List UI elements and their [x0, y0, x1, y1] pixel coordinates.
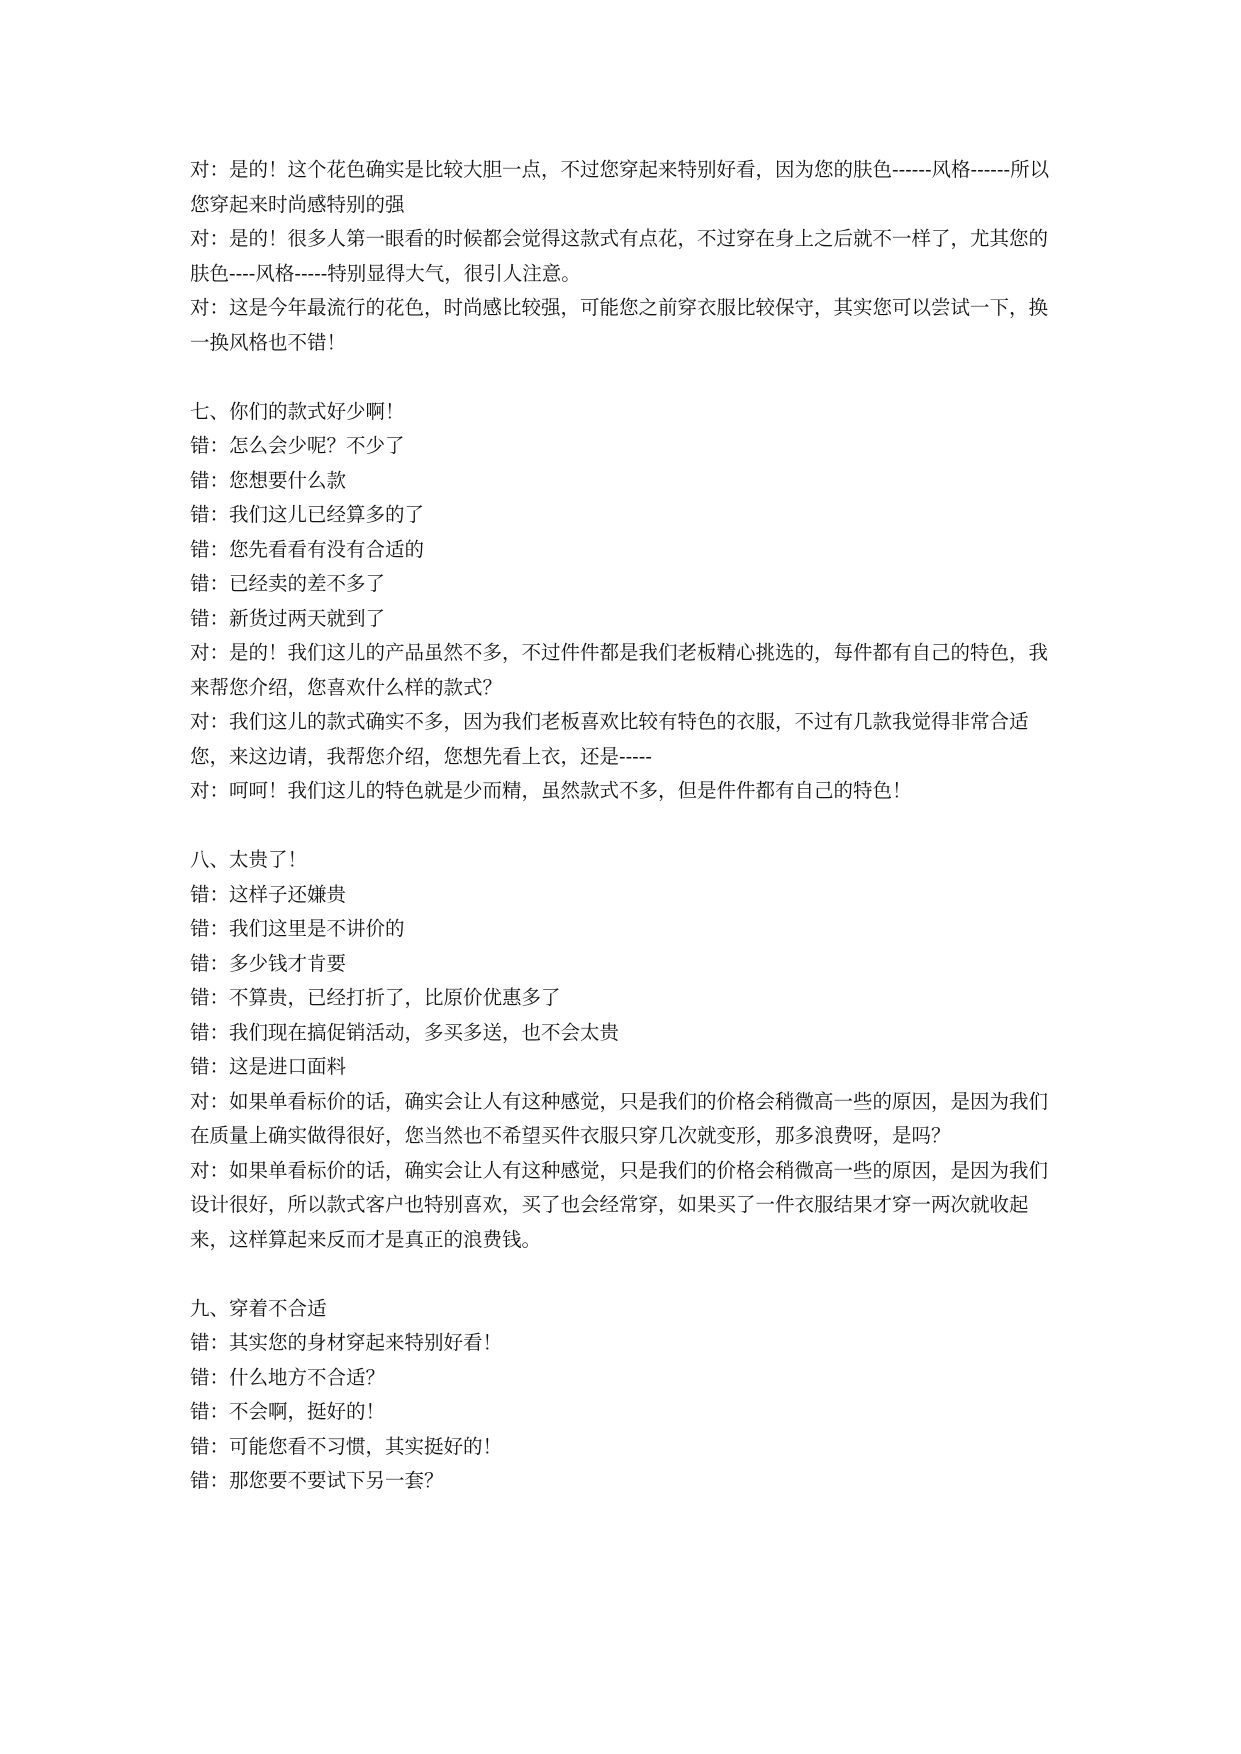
- paragraph: 错：可能您看不习惯，其实挺好的！: [190, 1434, 503, 1458]
- section-eight: [190, 843, 1060, 1257]
- paragraph: 对：如果单看标价的话，确实会让人有这种感觉，只是我们的价格会稍微高一些的原因，是因为我们设计很好，所以款式客户也特别喜欢，买了也会经常穿，如果买了一件衣服结果才穿一两次就收起来，这样算起来反而才是真正的浪费钱。: [190, 1158, 1049, 1251]
- paragraph: 错：怎么会少呢？不少了: [190, 434, 405, 457]
- section-intro: [190, 153, 1060, 360]
- paragraph: 错：这是进口面料: [190, 1055, 347, 1078]
- paragraph: 错：我们这儿已经算多的了: [190, 503, 425, 526]
- paragraph: 对：呵呵！我们这儿的特色就是少而精，虽然款式不多，但是件件都有自己的特色！: [190, 779, 912, 802]
- paragraph: 错：新货过两天就到了: [190, 606, 386, 630]
- paragraph: 错：您先看看有没有合适的: [190, 537, 425, 561]
- section-heading: 九、穿着不合适: [190, 1296, 327, 1320]
- paragraph: 错：已经卖的差不多了: [190, 572, 386, 595]
- paragraph: 对：是的！这个花色确实是比较大胆一点，不过您穿起来特别好看，因为您的肤色------风格------所以您穿起来时尚感特别的强: [190, 158, 1050, 216]
- paragraph: 错：那您要不要试下另一套？: [190, 1469, 444, 1492]
- section-heading: 八、太贵了！: [190, 848, 308, 871]
- section-seven: [190, 395, 1060, 809]
- section-nine: [190, 1292, 1060, 1499]
- paragraph: 对：我们这儿的款式确实不多，因为我们老板喜欢比较有特色的衣服，不过有几款我觉得非常合适您，来这边请，我帮您介绍，您想先看上衣，还是-----: [190, 710, 1029, 768]
- document-page: [190, 153, 1060, 1499]
- paragraph: 错：其实您的身材穿起来特别好看！: [190, 1331, 503, 1354]
- paragraph: 对：是的！很多人第一眼看的时候都会觉得这款式有点花，不过穿在身上之后就不一样了，尤其您的肤色----风格-----特别显得大气，很引人注意。: [190, 227, 1049, 285]
- paragraph: 对：是的！我们这儿的产品虽然不多，不过件件都是我们老板精心挑选的，每件都有自己的特色，我来帮您介绍，您喜欢什么样的款式？: [190, 641, 1049, 699]
- paragraph: 错：多少钱才肯要: [190, 951, 347, 975]
- paragraph: 错：什么地方不合适？: [190, 1365, 386, 1389]
- paragraph: 错：不算贵，已经打折了，比原价优惠多了: [190, 986, 561, 1009]
- paragraph: 错：这样子还嫌贵: [190, 882, 347, 906]
- section-heading: 七、你们的款式好少啊！: [190, 399, 405, 423]
- paragraph: 对：这是今年最流行的花色，时尚感比较强，可能您之前穿衣服比较保守，其实您可以尝试一下，换一换风格也不错！: [190, 296, 1049, 354]
- paragraph: 错：我们这里是不讲价的: [190, 917, 405, 940]
- paragraph: 对：如果单看标价的话，确实会让人有这种感觉，只是我们的价格会稍微高一些的原因，是因为我们在质量上确实做得很好，您当然也不希望买件衣服只穿几次就变形，那多浪费呀，是吗？: [190, 1089, 1049, 1147]
- paragraph: 错：不会啊，挺好的！: [190, 1400, 386, 1423]
- paragraph: 错：我们现在搞促销活动，多买多送，也不会太贵: [190, 1020, 620, 1044]
- paragraph: 错：您想要什么款: [190, 468, 347, 492]
